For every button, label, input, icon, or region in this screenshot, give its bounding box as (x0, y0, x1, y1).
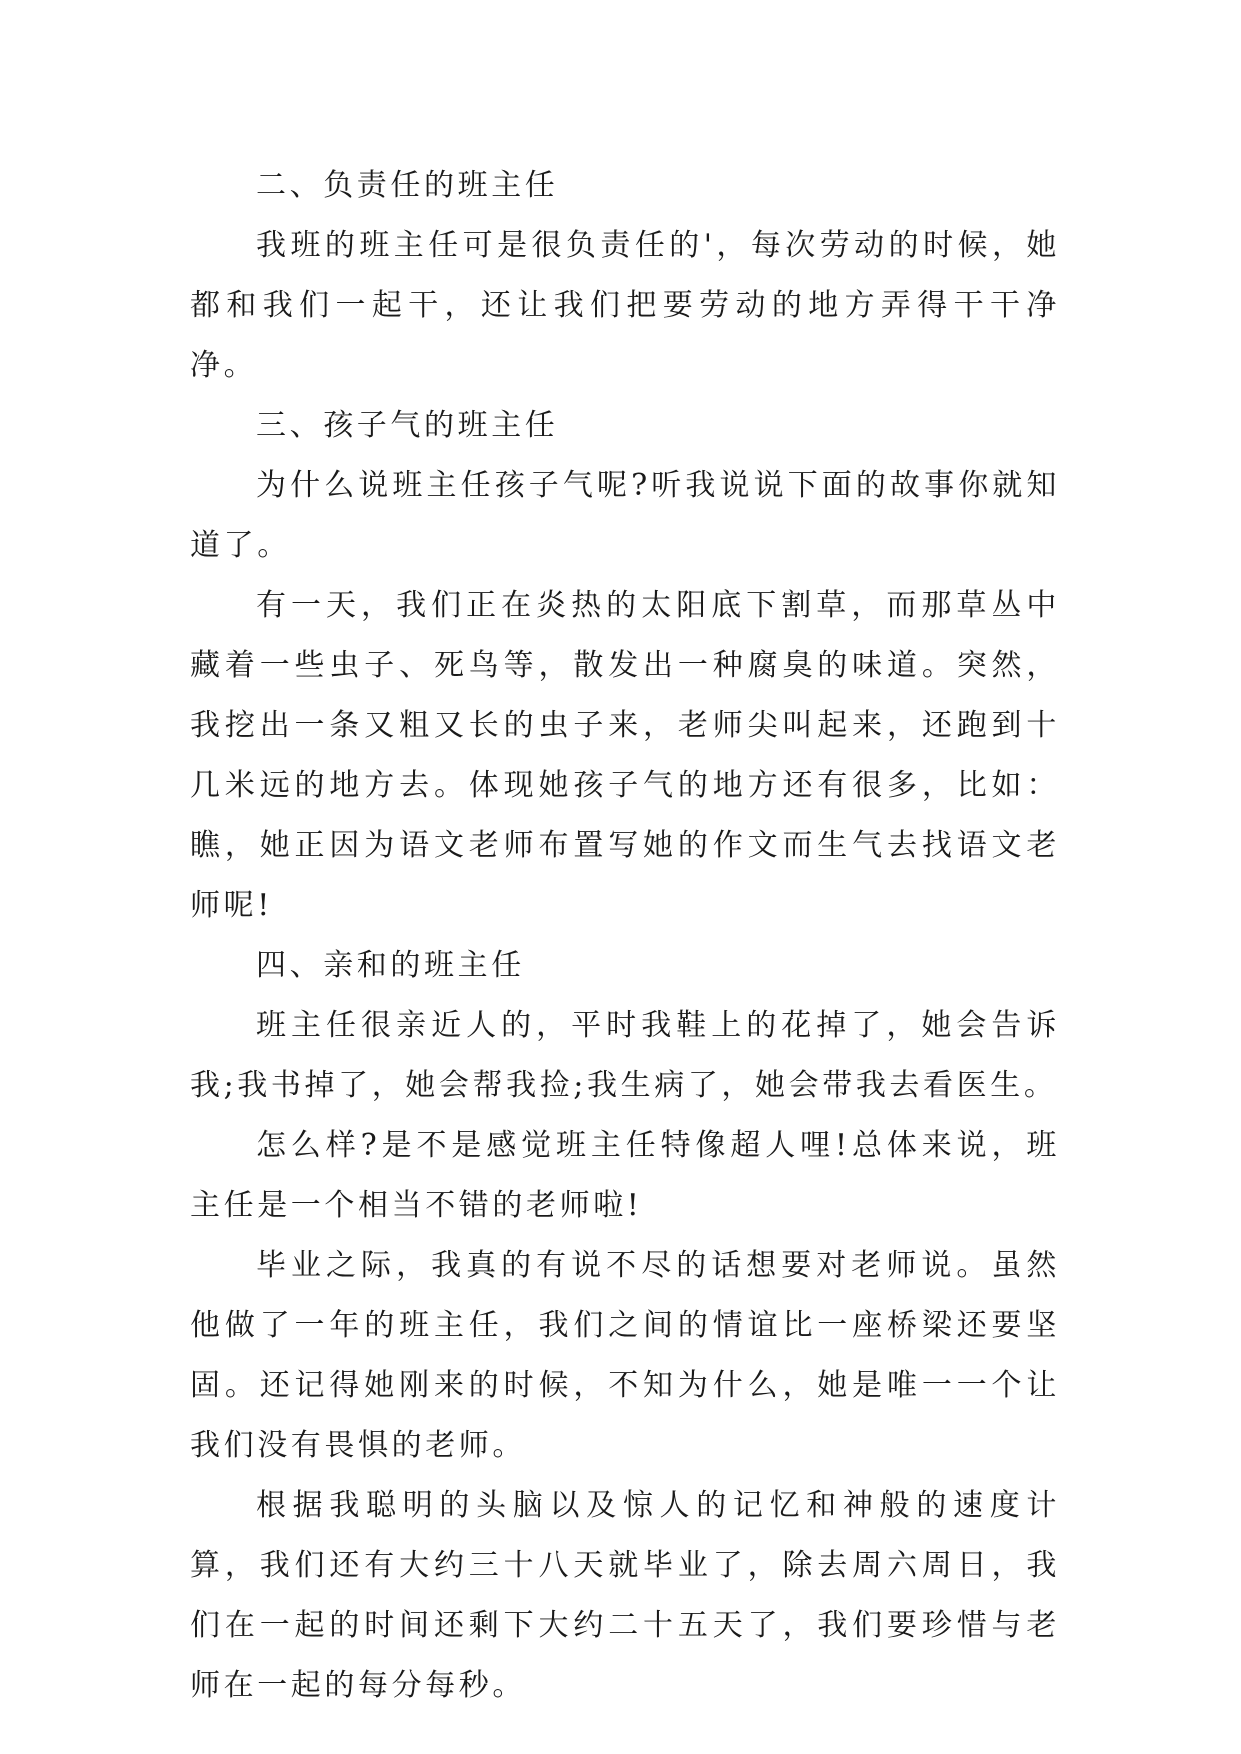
paragraph: 我班的班主任可是很负责任的'，每次劳动的时候，她都和我们一起干，还让我们把要劳动的地方弄得干干净净。 (190, 228, 1060, 383)
section-heading: 四、亲和的班主任 (256, 948, 525, 983)
paragraph: 怎么样?是不是感觉班主任特像超人哩!总体来说，班主任是一个相当不错的老师啦! (190, 1128, 1060, 1223)
document-body (190, 156, 1060, 1716)
paragraph: 为什么说班主任孩子气呢?听我说说下面的故事你就知道了。 (190, 468, 1060, 563)
paragraph: 根据我聪明的头脑以及惊人的记忆和神般的速度计算，我们还有大约三十八天就毕业了，除去周六周日，我们在一起的时间还剩下大约二十五天了，我们要珍惜与老师在一起的每分每秒。 (190, 1488, 1060, 1703)
paragraph: 毕业之际，我真的有说不尽的话想要对老师说。虽然他做了一年的班主任，我们之间的情谊比一座桥梁还要坚固。还记得她刚来的时候，不知为什么，她是唯一一个让我们没有畏惧的老师。 (190, 1248, 1060, 1463)
paragraph: 有一天，我们正在炎热的太阳底下割草，而那草丛中藏着一些虫子、死鸟等，散发出一种腐臭的味道。突然，我挖出一条又粗又长的虫子来，老师尖叫起来，还跑到十几米远的地方去。体现她孩子气的地方还有很多，比如：瞧，她正因为语文老师布置写她的作文而生气去找语文老师呢! (190, 588, 1060, 923)
section-heading: 二、负责任的班主任 (256, 168, 559, 203)
paragraph: 班主任很亲近人的，平时我鞋上的花掉了，她会告诉我;我书掉了，她会帮我捡;我生病了，她会带我去看医生。 (190, 1008, 1060, 1103)
section-heading: 三、孩子气的班主任 (256, 408, 559, 443)
